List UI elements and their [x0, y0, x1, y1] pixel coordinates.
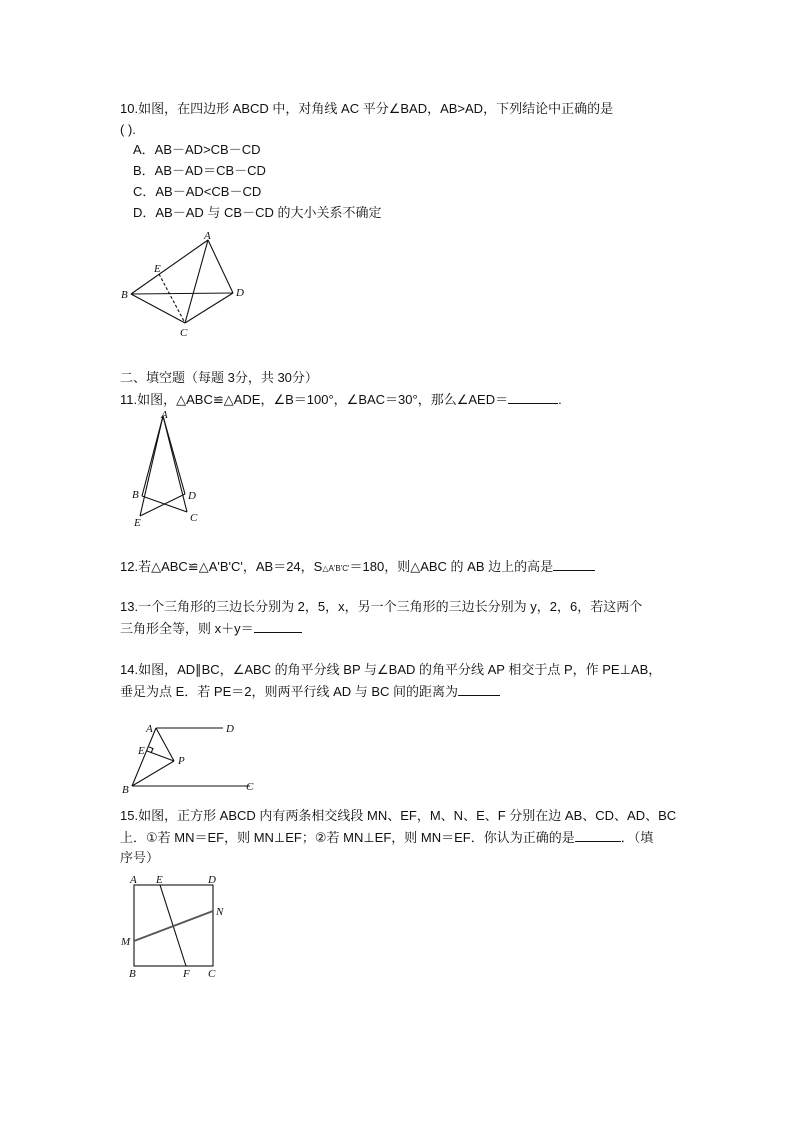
q15-label-a: A — [130, 874, 137, 886]
q11-label-a: A — [161, 409, 168, 421]
q14-figure — [118, 715, 263, 797]
q15-stem-line2 — [120, 827, 653, 847]
q10-figure — [115, 228, 255, 343]
q13-line2-text: 三角形全等，则 x＋y＝ — [120, 621, 254, 636]
q13-answer-blank[interactable] — [254, 618, 302, 633]
q10-label-e: E — [154, 263, 161, 275]
q10-option-c: C．AB－AD<CB－CD — [133, 184, 262, 199]
q12-answer-blank[interactable] — [553, 556, 595, 571]
q13-stem-line1: 13.一个三角形的三边长分别为 2，5，x，另一个三角形的三边长分别为 y，2，6，若这两个 — [120, 599, 643, 614]
q12-area-subscript: △A'B'C' — [322, 564, 350, 573]
q11-label-e: E — [134, 517, 141, 529]
q10-option-d: D．AB－AD 与 CB－CD 的大小关系不确定 — [133, 205, 382, 220]
q14-label-e: E — [138, 745, 145, 757]
q14-stem-line1: 14.如图，AD∥BC，∠ABC 的角平分线 BP 与∠BAD 的角平分线 AP 相交于点 P，作 PE⊥AB， — [120, 662, 662, 677]
q11-text: 11.如图，△ABC≌△ADE，∠B＝100°，∠BAC＝30°，那么∠AED＝ — [120, 392, 509, 407]
q14-label-p: P — [178, 755, 185, 767]
q10-option-a: A．AB－AD>CB－CD — [133, 142, 261, 157]
q15-label-f: F — [183, 968, 190, 980]
q14-label-d: D — [226, 723, 234, 735]
q15-label-c: C — [208, 968, 216, 980]
q11-label-d: D — [188, 490, 196, 502]
q11-label-b: B — [132, 489, 139, 501]
q10-label-b: B — [121, 289, 128, 301]
q15-label-e: E — [156, 874, 163, 886]
q12-post: ＝180，则△ABC 的 AB 边上的高是 — [349, 559, 554, 574]
q14-answer-blank[interactable] — [458, 681, 500, 696]
q15-answer-blank[interactable] — [575, 827, 621, 842]
q15-stem-line1: 15.如图，正方形 ABCD 内有两条相交线段 MN、EF，M、N、E、F 分别在边 AB、CD、AD、BC — [120, 808, 677, 823]
q10-option-b: B．AB－AD＝CB－CD — [133, 163, 266, 178]
q10-label-c: C — [180, 327, 188, 339]
q15-line2-post: ．（填 — [620, 830, 654, 845]
q12-stem — [120, 556, 595, 578]
q11-end: . — [558, 392, 562, 407]
q15-figure — [118, 870, 230, 982]
q13-stem-line2 — [120, 618, 302, 638]
q15-label-d: D — [208, 874, 216, 886]
q11-answer-blank[interactable] — [508, 389, 558, 404]
section-title: 二、填空题（每题 3分，共 30分） — [120, 370, 318, 385]
q15-label-m: M — [121, 936, 131, 948]
q15-stem-line3: 序号） — [120, 850, 160, 865]
q15-line2-pre: 上．①若 MN＝EF，则 MN⊥EF；②若 MN⊥EF，则 MN＝EF．你认为正确的是 — [120, 830, 575, 845]
q14-line2-text: 垂足为点 E．若 PE＝2，则两平行线 AD 与 BC 间的距离为 — [120, 684, 459, 699]
q15-label-n: N — [216, 906, 224, 918]
q14-label-a: A — [146, 723, 153, 735]
q11-label-c: C — [190, 512, 198, 524]
q11-stem — [120, 389, 562, 409]
q14-label-b: B — [122, 784, 129, 796]
q15-label-b: B — [129, 968, 136, 980]
q10-stem-line2: ( ). — [120, 122, 136, 137]
q14-stem-line2 — [120, 681, 500, 701]
q11-figure — [130, 408, 210, 533]
q10-label-d: D — [236, 287, 244, 299]
q14-label-c: C — [246, 781, 254, 793]
q12-pre: 12.若△ABC≌△A'B'C'，AB＝24，S — [120, 559, 323, 574]
q10-label-a: A — [204, 230, 211, 242]
q10-stem-line1: 10.如图，在四边形 ABCD 中，对角线 AC 平分∠BAD，AB>AD，下列结论中正确的是 — [120, 101, 614, 116]
